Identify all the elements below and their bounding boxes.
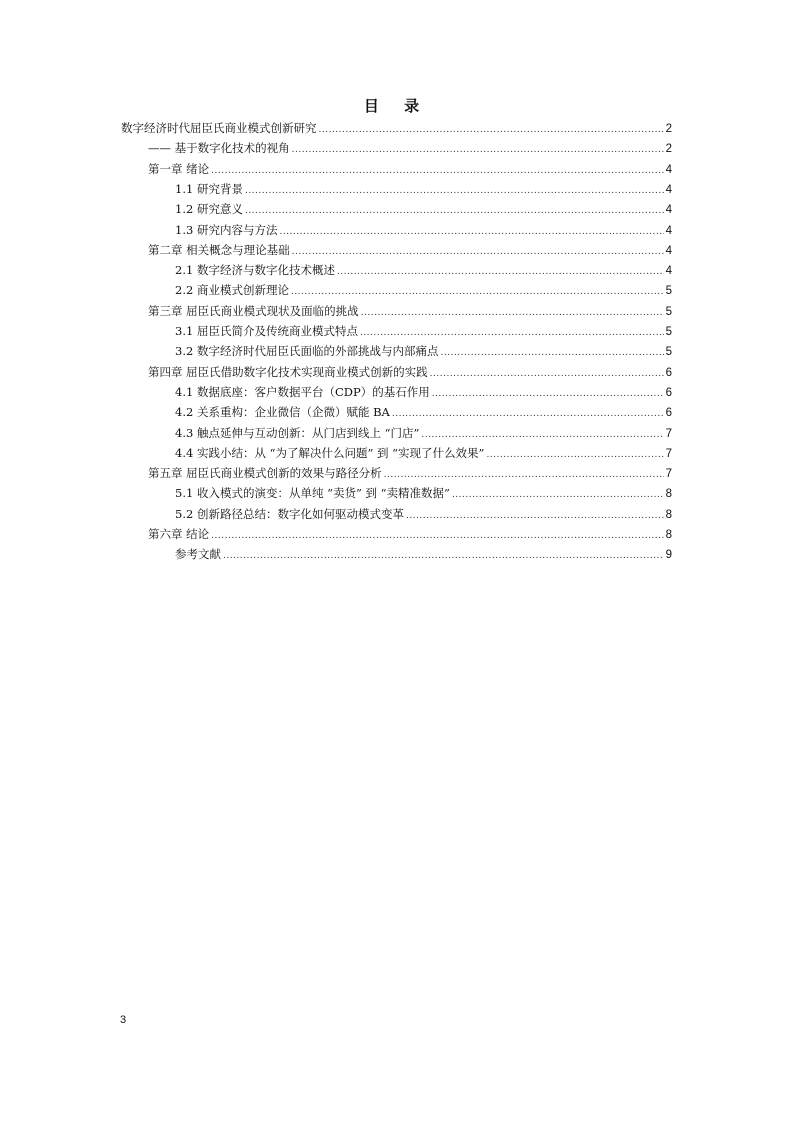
toc-entry-page: 6 xyxy=(665,386,672,399)
toc-leader-dots xyxy=(432,384,664,404)
toc-entry-page: 4 xyxy=(665,204,672,217)
toc-entry-text: 2.2 商业模式创新理论 xyxy=(175,283,289,298)
toc-entry[interactable] xyxy=(175,220,672,240)
toc-leader-dots xyxy=(292,242,664,262)
toc-entry-page: 5 xyxy=(665,285,672,298)
toc-entry-page: 6 xyxy=(665,366,672,379)
toc-entry-text: 1.2 研究意义 xyxy=(175,202,243,217)
toc-leader-dots xyxy=(291,282,664,302)
toc-leader-dots xyxy=(421,425,663,445)
toc-leader-dots xyxy=(245,181,664,201)
toc-entry[interactable] xyxy=(175,321,672,341)
toc-entry-page: 7 xyxy=(665,468,672,481)
toc-leader-dots xyxy=(337,262,664,282)
toc-entry-text: 第一章 绪论 xyxy=(148,161,210,176)
toc-entry-text: 1.1 研究背景 xyxy=(175,181,243,196)
toc-entry[interactable] xyxy=(148,362,672,382)
toc-entry[interactable] xyxy=(148,138,672,158)
toc-entry-text: 1.3 研究内容与方法 xyxy=(175,222,278,237)
toc-entry-text: 4.4 实践小结：从 “为了解决什么问题” 到 “实现了什么效果” xyxy=(175,445,485,460)
toc-entry-text: 3.1 屈臣氏简介及传统商业模式特点 xyxy=(175,324,358,338)
toc-title: 目 录 xyxy=(363,97,430,115)
toc-entry[interactable] xyxy=(148,301,672,321)
toc-leader-dots xyxy=(486,445,663,465)
toc-entry-text: 第四章 屈臣氏借助数字化技术实现商业模式创新的实践 xyxy=(148,364,428,379)
toc-entry[interactable] xyxy=(175,260,672,280)
toc-entry-text: 第六章 结论 xyxy=(148,527,210,541)
toc-entry-page: 2 xyxy=(665,143,672,156)
toc-entry-page: 4 xyxy=(665,163,672,176)
toc-entry[interactable] xyxy=(175,280,672,300)
toc-leader-dots xyxy=(384,465,664,485)
toc-entry[interactable] xyxy=(148,159,672,179)
toc-entry-page: 4 xyxy=(665,265,672,278)
toc-entry[interactable] xyxy=(148,524,672,544)
toc-entry-text: 数字经济时代屈臣氏商业模式创新研究 xyxy=(121,121,317,135)
toc-entry-page: 5 xyxy=(665,305,672,318)
toc-leader-dots xyxy=(211,161,663,181)
toc-leader-dots xyxy=(440,343,663,363)
toc-entry-page: 6 xyxy=(665,407,672,420)
toc-leader-dots xyxy=(360,323,664,343)
toc-entry[interactable] xyxy=(148,240,672,260)
toc-entry-text: 第五章 屈臣氏商业模式创新的效果与路径分析 xyxy=(148,466,382,481)
toc-entry-page: 4 xyxy=(665,224,672,237)
toc-leader-dots xyxy=(392,404,664,424)
toc-entry-text: 5.1 收入模式的演变：从单纯 “卖货” 到 “卖精准数据” xyxy=(175,486,450,501)
toc-entry[interactable] xyxy=(175,402,672,422)
toc-entry-text: 4.3 触点延伸与互动创新：从门店到线上 “门店” xyxy=(175,425,420,440)
toc-entry[interactable] xyxy=(175,382,672,402)
toc-entry[interactable] xyxy=(148,463,672,483)
toc-entry-page: 7 xyxy=(665,447,672,460)
toc-entry-page: 4 xyxy=(665,244,672,257)
toc-leader-dots xyxy=(430,364,664,384)
toc-entry-text: 3.2 数字经济时代屈臣氏面临的外部挑战与内部痛点 xyxy=(175,344,439,359)
toc-entry-page: 8 xyxy=(665,529,672,541)
toc-entry[interactable] xyxy=(175,341,672,361)
toc-leader-dots xyxy=(406,506,664,526)
toc-entry-text: 第二章 相关概念与理论基础 xyxy=(148,242,290,257)
toc-entry[interactable] xyxy=(175,423,672,443)
toc-leader-dots xyxy=(223,546,664,566)
page-number: 3 xyxy=(120,1014,127,1026)
toc-entry-page: 9 xyxy=(665,549,672,562)
toc-entry-page: 2 xyxy=(665,123,672,135)
toc-entry-text: 第三章 屈臣氏商业模式现状及面临的挑战 xyxy=(148,303,359,318)
toc-entry[interactable] xyxy=(175,443,672,463)
toc-leader-dots xyxy=(211,526,663,546)
toc-entry-text: 4.2 关系重构：企业微信（企微）赋能 BA xyxy=(175,405,390,420)
toc-entry-page: 4 xyxy=(665,183,672,196)
toc-entry-text: 4.1 数据底座：客户数据平台（CDP）的基石作用 xyxy=(175,384,430,399)
toc-entry[interactable] xyxy=(175,504,672,524)
toc-leader-dots xyxy=(279,222,663,242)
toc-leader-dots xyxy=(452,485,664,505)
toc-entry-text: 5.2 创新路径总结：数字化如何驱动模式变革 xyxy=(175,506,404,521)
toc-entry-page: 5 xyxy=(665,326,672,338)
toc-leader-dots xyxy=(361,303,664,323)
toc-entry-page: 5 xyxy=(665,346,672,359)
toc-leader-dots xyxy=(292,140,664,160)
toc-entry[interactable] xyxy=(175,544,672,564)
toc-leader-dots xyxy=(245,201,664,221)
toc-entry[interactable] xyxy=(121,118,672,138)
toc-entry[interactable] xyxy=(175,483,672,503)
toc-entry-text: 2.1 数字经济与数字化技术概述 xyxy=(175,263,335,278)
toc-entry[interactable] xyxy=(175,199,672,219)
toc-entry-page: 7 xyxy=(665,427,672,440)
toc-entry-page: 8 xyxy=(665,508,672,521)
toc-entry[interactable] xyxy=(175,179,672,199)
toc-entry-text: 参考文献 xyxy=(175,547,221,562)
toc-entry-page: 8 xyxy=(665,488,672,501)
toc-leader-dots xyxy=(319,120,664,140)
toc-entry-text: —— 基于数字化技术的视角 xyxy=(148,141,290,156)
